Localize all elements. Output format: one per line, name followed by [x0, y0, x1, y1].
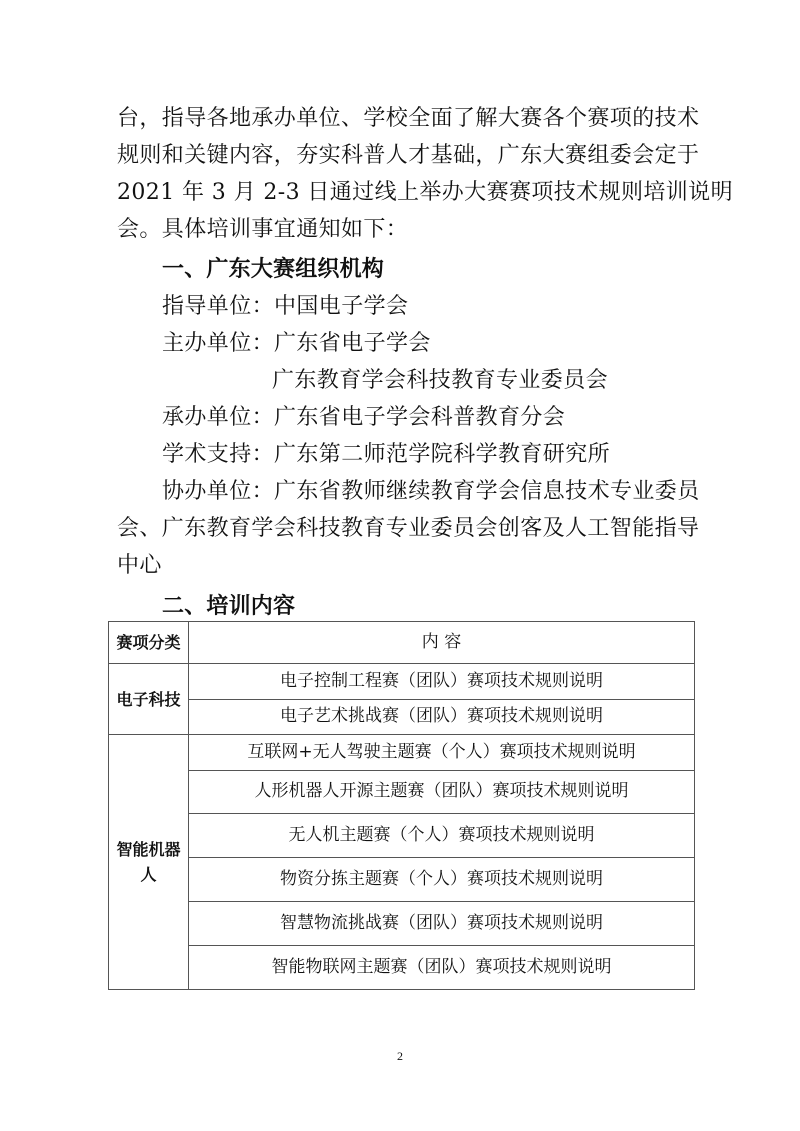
co-organizer-line-3: 中心	[117, 553, 162, 578]
intro-line-3: 2021 年 3 月 2-3 日通过线上举办大赛赛项技术规则培训说明	[117, 180, 733, 205]
category-cell-electronics: 电子科技	[109, 664, 189, 735]
table-row	[109, 770, 695, 814]
table-row	[109, 735, 695, 771]
table-row	[109, 858, 695, 902]
host-unit-line: 主办单位：广东省电子学会	[162, 331, 431, 356]
table-row	[109, 902, 695, 946]
table-row	[109, 664, 695, 700]
host-unit-line-2: 广东教育学会科技教育专业委员会	[272, 368, 609, 393]
co-organizer-line-1: 协办单位：广东省教师继续教育学会信息技术专业委员	[162, 479, 700, 504]
table-cell-content: 电子艺术挑战赛（团队）赛项技术规则说明	[189, 699, 695, 735]
section-2-heading: 二、培训内容	[162, 594, 296, 619]
intro-line-2: 规则和关键内容，夯实科普人才基础，广东大赛组委会定于	[117, 143, 700, 168]
table-cell-content: 物资分拣主题赛（个人）赛项技术规则说明	[189, 858, 695, 902]
table-header-row	[109, 622, 695, 664]
category-column-header: 赛项分类	[109, 622, 189, 664]
table-row	[109, 814, 695, 858]
organizer-line: 承办单位：广东省电子学会科普教育分会	[162, 405, 566, 430]
section-1-heading: 一、广东大赛组织机构	[162, 257, 385, 282]
category-label-line-1: 智能机器	[116, 840, 181, 860]
table-cell-content: 无人机主题赛（个人）赛项技术规则说明	[189, 814, 695, 858]
table-cell-content: 智慧物流挑战赛（团队）赛项技术规则说明	[189, 902, 695, 946]
page-number: 2	[397, 1049, 403, 1063]
table-cell-content: 电子控制工程赛（团队）赛项技术规则说明	[189, 664, 695, 700]
table-row	[109, 699, 695, 735]
academic-support-line: 学术支持：广东第二师范学院科学教育研究所	[162, 442, 611, 467]
intro-line-4: 会。具体培训事宜通知如下：	[117, 217, 409, 242]
category-label-line-2: 人	[140, 865, 157, 885]
table-cell-content: 智能物联网主题赛（团队）赛项技术规则说明	[189, 946, 695, 990]
intro-line-1: 台，指导各地承办单位、学校全面了解大赛各个赛项的技术	[117, 106, 700, 131]
content-column-header: 内 容	[189, 622, 695, 664]
training-content-table	[108, 621, 695, 990]
table-cell-content: 人形机器人开源主题赛（团队）赛项技术规则说明	[189, 770, 695, 814]
co-organizer-line-2: 会、广东教育学会科技教育专业委员会创客及人工智能指导	[117, 516, 700, 541]
table-cell-content: 互联网+无人驾驶主题赛（个人）赛项技术规则说明	[189, 735, 695, 771]
training-content-table-wrapper	[108, 621, 694, 990]
table-row	[109, 946, 695, 990]
guide-unit-line: 指导单位：中国电子学会	[162, 294, 409, 319]
category-cell-intelligent-robot	[109, 735, 189, 990]
